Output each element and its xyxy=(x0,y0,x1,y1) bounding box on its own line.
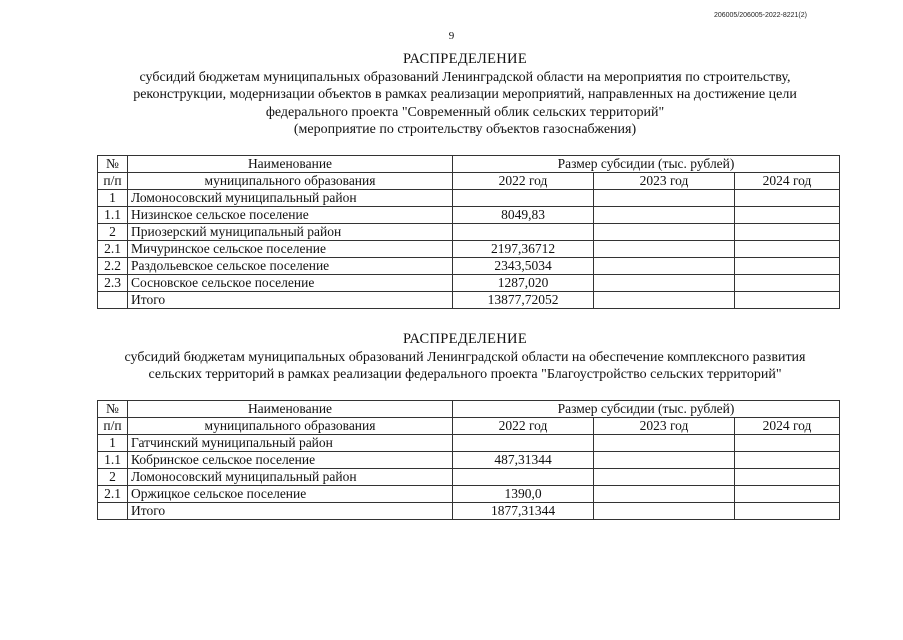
row-name: Итого xyxy=(128,503,453,520)
section1-subtitle-line: реконструкции, модернизации объектов в рамках реализации мероприятий, направленных на достижение цели xyxy=(133,87,797,102)
row-2024 xyxy=(735,292,840,309)
name-header: Наименование xyxy=(128,401,453,418)
table-row xyxy=(98,190,840,207)
table-header-row xyxy=(98,418,840,435)
row-2023 xyxy=(594,258,735,275)
row-name: Оржицкое сельское поселение xyxy=(128,486,453,503)
year-header-2022: 2022 год xyxy=(453,173,594,190)
row-2023 xyxy=(594,469,735,486)
year-header-2023: 2023 год xyxy=(594,173,735,190)
table-header-row xyxy=(98,156,840,173)
row-name: Раздольевское сельское поселение xyxy=(128,258,453,275)
row-2024 xyxy=(735,435,840,452)
row-2022: 1877,31344 xyxy=(453,503,594,520)
row-2022 xyxy=(453,224,594,241)
row-2023 xyxy=(594,207,735,224)
row-num: 2.2 xyxy=(98,258,128,275)
document-id: 206005/206005-2022-8221(2) xyxy=(713,12,807,19)
table-row xyxy=(98,435,840,452)
row-2023 xyxy=(594,503,735,520)
row-name: Гатчинский муниципальный район xyxy=(128,435,453,452)
name-header-sub: муниципального образования xyxy=(128,418,453,435)
table-row xyxy=(98,224,840,241)
section2-title: РАСПРЕДЕЛЕНИЕ xyxy=(403,331,527,347)
row-num: 2.1 xyxy=(98,241,128,258)
name-header-sub: муниципального образования xyxy=(128,173,453,190)
year-header-2024: 2024 год xyxy=(735,173,840,190)
row-2022 xyxy=(453,435,594,452)
table-row xyxy=(98,207,840,224)
page-number: 9 xyxy=(448,30,455,42)
row-2023 xyxy=(594,190,735,207)
row-2022: 487,31344 xyxy=(453,452,594,469)
section1-heading xyxy=(60,51,870,139)
row-name: Итого xyxy=(128,292,453,309)
num-header-sub: п/п xyxy=(98,173,128,190)
section1-subtitle-line: субсидий бюджетам муниципальных образований Ленинградской области на мероприятия по строительству, xyxy=(139,69,791,85)
row-2024 xyxy=(735,190,840,207)
year-header-2023: 2023 год xyxy=(594,418,735,435)
table-total-row xyxy=(98,292,840,309)
section2-subtitle-line: сельских территорий в рамках реализации федерального проекта "Благоустройство сельских территорий" xyxy=(148,367,782,382)
year-header-2022: 2022 год xyxy=(453,418,594,435)
table-row xyxy=(98,258,840,275)
section2-heading xyxy=(60,331,870,384)
row-num: 2.1 xyxy=(98,486,128,503)
row-2024 xyxy=(735,207,840,224)
row-num: 2.3 xyxy=(98,275,128,292)
table-row xyxy=(98,241,840,258)
num-header-sub: п/п xyxy=(98,418,128,435)
table-row xyxy=(98,452,840,469)
row-2024 xyxy=(735,258,840,275)
row-num: 1 xyxy=(98,435,128,452)
row-2023 xyxy=(594,435,735,452)
table-total-row xyxy=(98,503,840,520)
row-2023 xyxy=(594,275,735,292)
row-num: 1.1 xyxy=(98,207,128,224)
table-row xyxy=(98,275,840,292)
section1-subtitle-line: федерального проекта "Современный облик сельских территорий" xyxy=(265,104,665,120)
num-header: № xyxy=(98,401,128,418)
row-2023 xyxy=(594,486,735,503)
row-num: 1.1 xyxy=(98,452,128,469)
row-2022: 1287,020 xyxy=(453,275,594,292)
row-2023 xyxy=(594,241,735,258)
row-2022: 8049,83 xyxy=(453,207,594,224)
row-2024 xyxy=(735,486,840,503)
row-2022: 13877,72052 xyxy=(453,292,594,309)
row-name: Низинское сельское поселение xyxy=(128,207,453,224)
name-header: Наименование xyxy=(128,156,453,173)
row-2022 xyxy=(453,190,594,207)
year-header-2024: 2024 год xyxy=(735,418,840,435)
row-2023 xyxy=(594,452,735,469)
row-2024 xyxy=(735,224,840,241)
section1-subtitle-line: (мероприятие по строительству объектов газоснабжения) xyxy=(293,122,637,137)
row-2023 xyxy=(594,292,735,309)
row-name: Ломоносовский муниципальный район xyxy=(128,469,453,486)
row-2024 xyxy=(735,469,840,486)
row-2022: 2197,36712 xyxy=(453,241,594,258)
row-2024 xyxy=(735,503,840,520)
row-num xyxy=(98,503,128,520)
amount-header: Размер субсидии (тыс. рублей) xyxy=(453,401,840,418)
row-2022: 2343,5034 xyxy=(453,258,594,275)
row-2024 xyxy=(735,241,840,258)
row-2024 xyxy=(735,275,840,292)
num-header: № xyxy=(98,156,128,173)
amount-header: Размер субсидии (тыс. рублей) xyxy=(453,156,840,173)
row-num: 2 xyxy=(98,224,128,241)
row-num xyxy=(98,292,128,309)
section1-table xyxy=(97,155,840,309)
table-row xyxy=(98,486,840,503)
row-2022 xyxy=(453,469,594,486)
row-name: Кобринское сельское поселение xyxy=(128,452,453,469)
row-2023 xyxy=(594,224,735,241)
row-name: Приозерский муниципальный район xyxy=(128,224,453,241)
row-num: 1 xyxy=(98,190,128,207)
row-name: Сосновское сельское поселение xyxy=(128,275,453,292)
row-2024 xyxy=(735,452,840,469)
table-row xyxy=(98,469,840,486)
section2-table xyxy=(97,400,840,520)
table-header-row xyxy=(98,401,840,418)
row-2022: 1390,0 xyxy=(453,486,594,503)
table-header-row xyxy=(98,173,840,190)
section1-title: РАСПРЕДЕЛЕНИЕ xyxy=(403,51,527,67)
row-name: Мичуринское сельское поселение xyxy=(128,241,453,258)
row-name: Ломоносовский муниципальный район xyxy=(128,190,453,207)
row-num: 2 xyxy=(98,469,128,486)
section2-subtitle-line: субсидий бюджетам муниципальных образований Ленинградской области на обеспечение комплексного развития xyxy=(124,349,806,365)
